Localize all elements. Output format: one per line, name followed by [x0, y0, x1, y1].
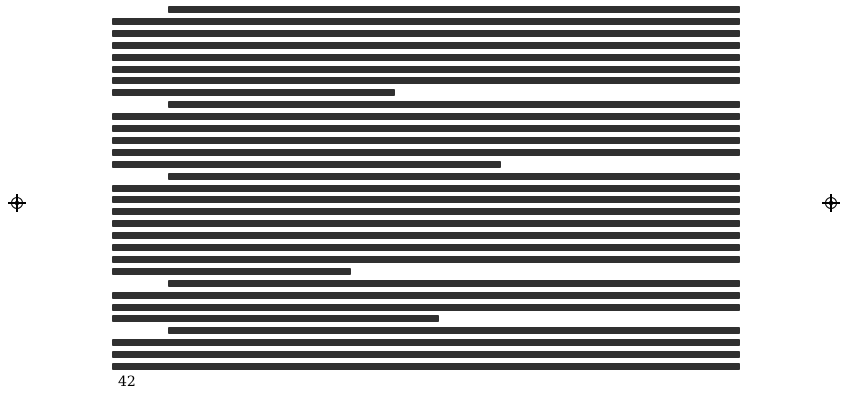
text-line — [112, 304, 740, 311]
registration-mark-icon — [8, 194, 26, 212]
text-line — [112, 137, 740, 144]
text-line — [112, 196, 740, 203]
text-line — [168, 327, 740, 334]
text-line — [112, 232, 740, 239]
text-line — [112, 66, 740, 73]
text-line — [112, 268, 351, 275]
text-line — [112, 30, 740, 37]
text-line — [112, 220, 740, 227]
text-line — [168, 280, 740, 287]
text-line — [168, 101, 740, 108]
page-number: 42 — [118, 374, 136, 390]
text-line — [112, 256, 740, 263]
text-line — [112, 149, 740, 156]
body-text — [112, 4, 740, 376]
text-line — [112, 339, 740, 346]
text-line — [112, 185, 740, 192]
text-line — [112, 161, 501, 168]
text-line — [112, 363, 740, 370]
text-line — [112, 18, 740, 25]
text-line — [112, 292, 740, 299]
text-line — [112, 351, 740, 358]
text-line — [112, 125, 740, 132]
text-line — [168, 173, 740, 180]
text-line — [168, 6, 740, 13]
text-line — [112, 42, 740, 49]
text-line — [112, 244, 740, 251]
text-line — [112, 89, 395, 96]
text-line — [112, 113, 740, 120]
text-line — [112, 315, 439, 322]
registration-mark-icon — [822, 194, 840, 212]
text-line — [112, 54, 740, 61]
text-line — [112, 77, 740, 84]
text-line — [112, 208, 740, 215]
